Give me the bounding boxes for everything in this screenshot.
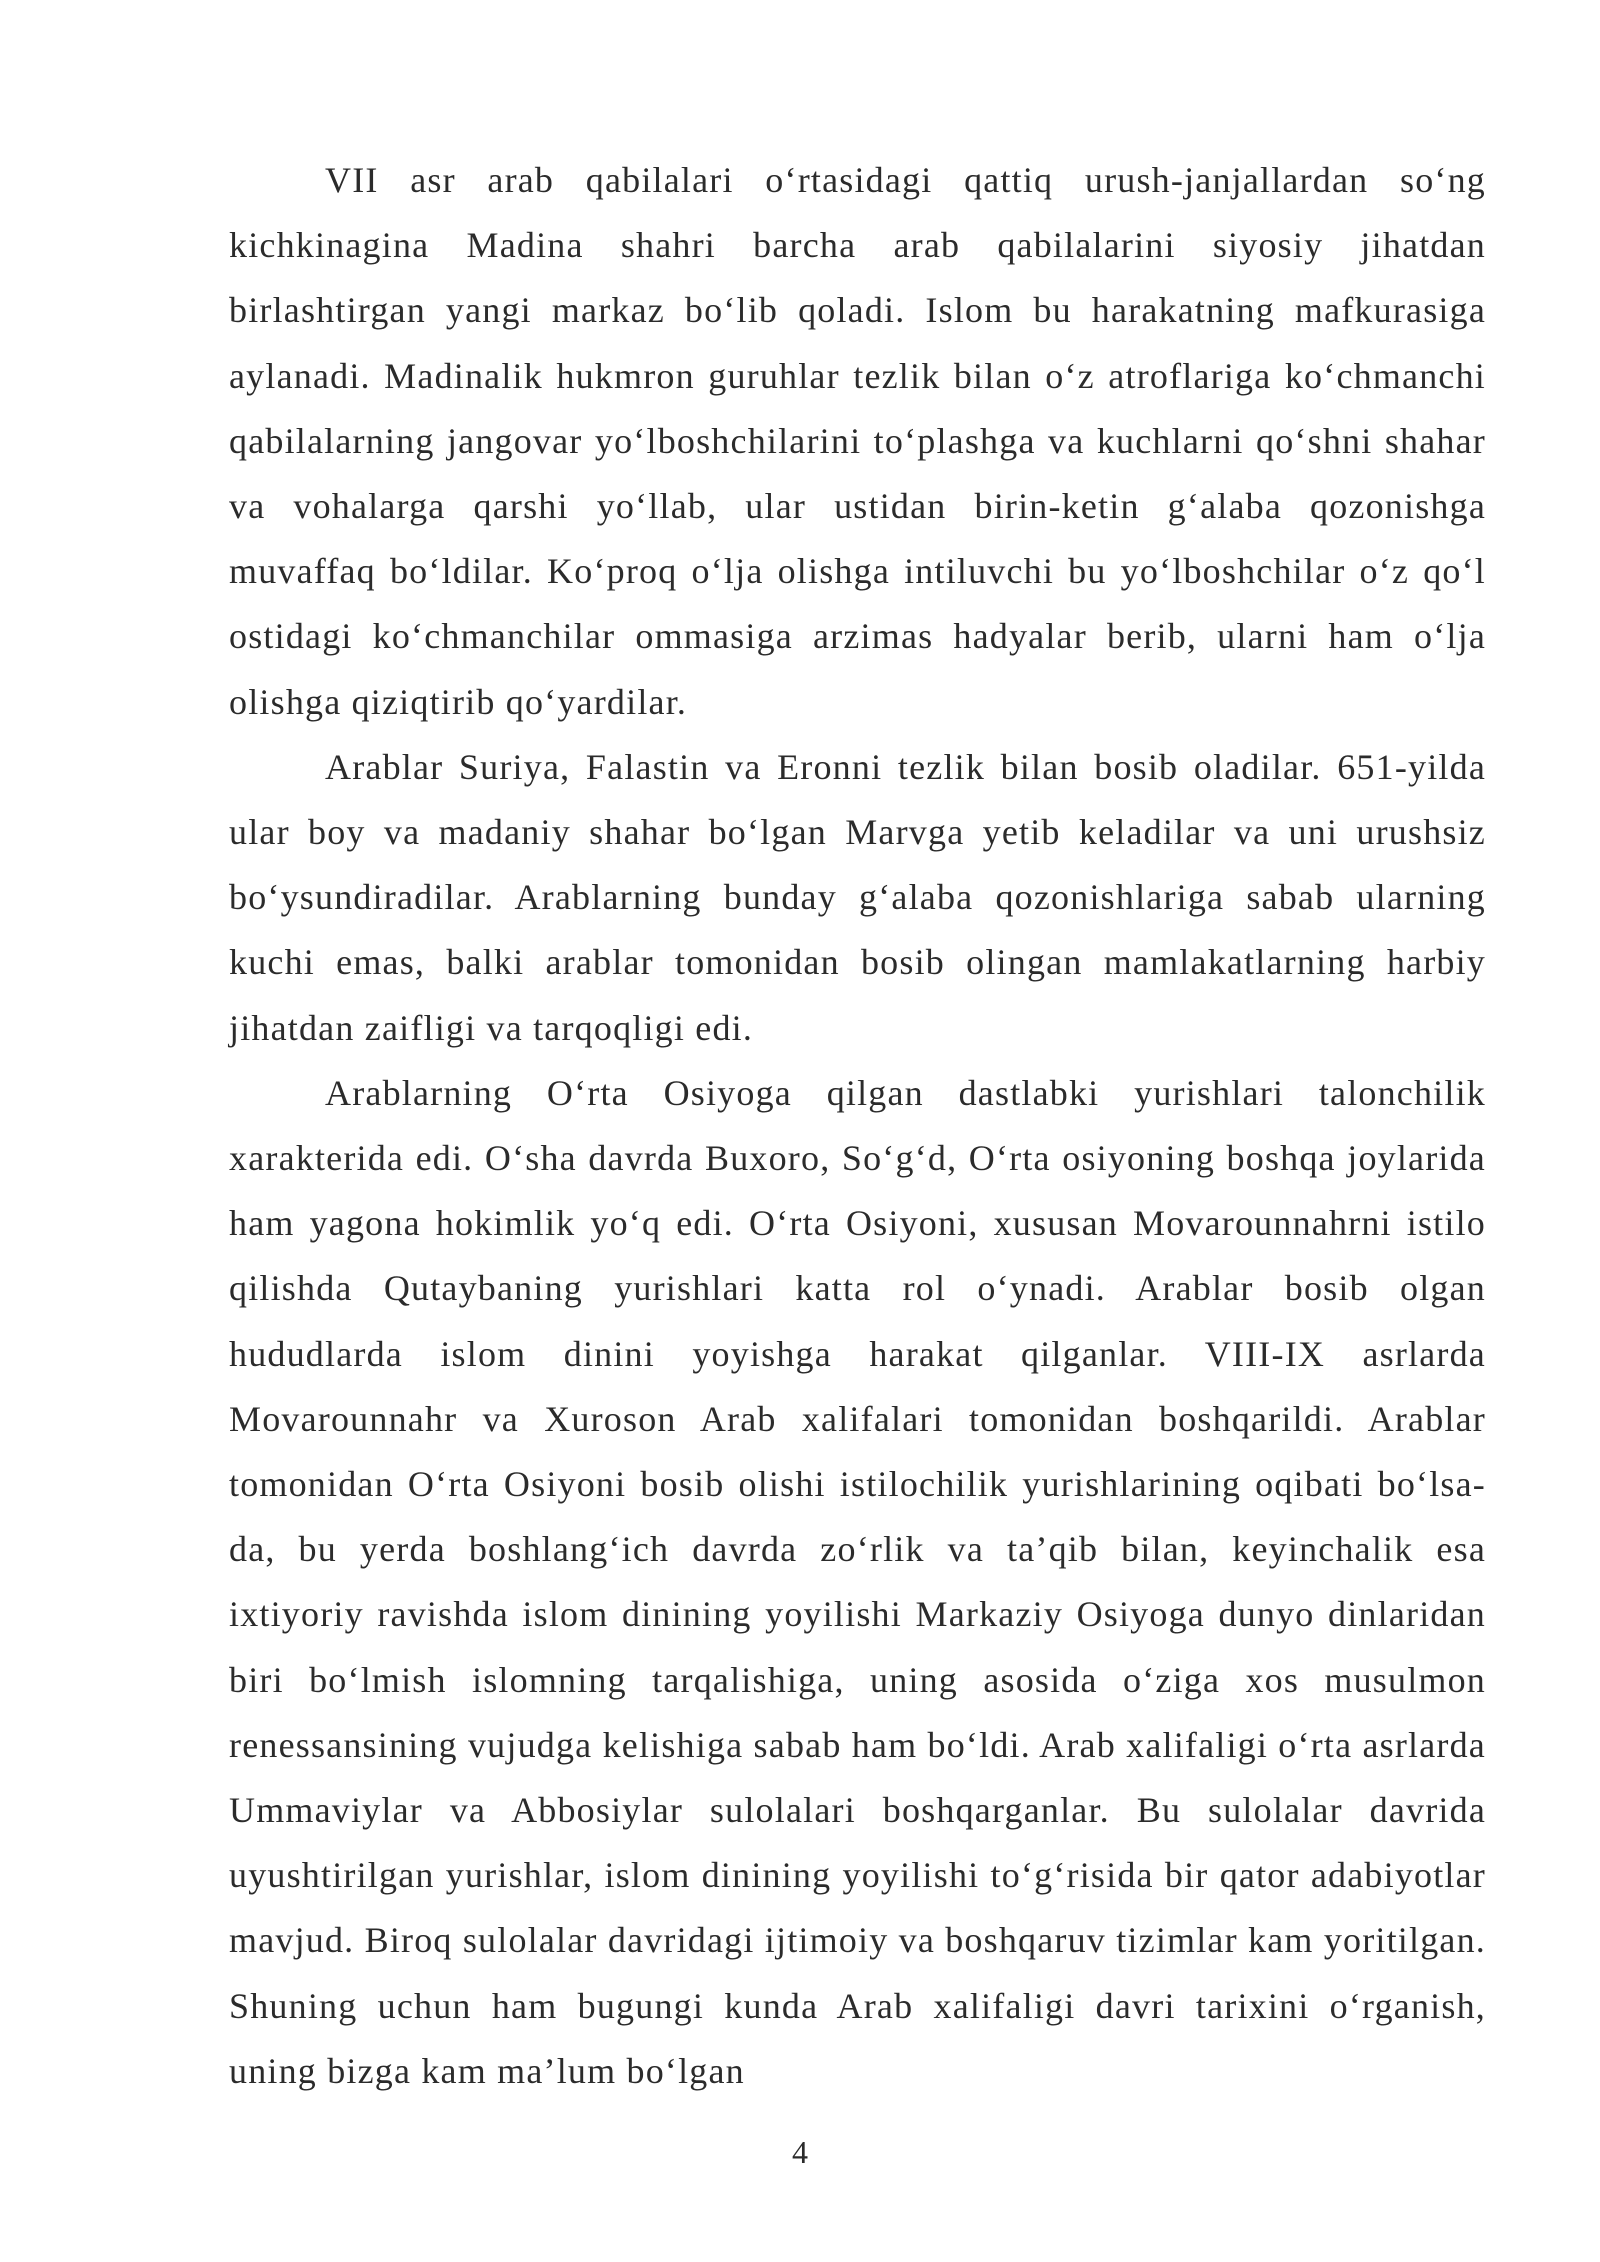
document-body	[229, 148, 1486, 2104]
page-number: 4	[792, 2134, 808, 2170]
paragraph-1: VII asr arab qabilalari o‘rtasidagi qattiq urush-janjallardan so‘ng kichkinagina Madina shahri barcha arab qabilalarini siyosiy jihatdan birlashtirgan yangi markaz bo‘lib qoladi. Islom bu harakatning mafkurasiga aylanadi. Madinalik hukmron guruhlar tezlik bilan o‘z atroflariga ko‘chmanchi qabilalarning jangovar yo‘lboshchilarini to‘plashga va kuchlarni qo‘shni shahar va vohalarga qarshi yo‘llab, ular ustidan birin-ketin g‘alaba qozonishga muvaffaq bo‘ldilar. Ko‘proq o‘lja olishga intiluvchi bu yo‘lboshchilar o‘z qo‘l ostidagi ko‘chmanchilar ommasiga arzimas hadyalar berib, ularni ham o‘lja olishga qiziqtirib qo‘yardilar.	[229, 160, 1486, 722]
paragraph-3: Arablarning O‘rta Osiyoga qilgan dastlabki yurishlari talonchilik xarakterida edi. O‘sha davrda Buxoro, So‘g‘d, O‘rta osiyoning boshqa joylarida ham yagona hokimlik yo‘q edi. O‘rta Osiyoni, xususan Movarounnahrni istilo qilishda Qutaybaning yurishlari katta rol o‘ynadi. Arablar bosib olgan hududlarda islom dinini yoyishga harakat qilganlar. VIII-IX asrlarda Movarounnahr va Xuroson Arab xalifalari tomonidan boshqarildi. Arablar tomonidan O‘rta Osiyoni bosib olishi istilochilik yurishlarining oqibati bo‘lsa-da, bu yerda boshlang‘ich davrda zo‘rlik va ta’qib bilan, keyinchalik esa ixtiyoriy ravishda islom dinining yoyilishi Markaziy Osiyoga dunyo dinlaridan biri bo‘lmish islomning tarqalishiga, uning asosida o‘ziga xos musulmon renessansining vujudga kelishiga sabab ham bo‘ldi. Arab xalifaligi o‘rta asrlarda Ummaviylar va Abbosiylar sulolalari boshqarganlar. Bu sulolalar davrida uyushtirilgan yurishlar, islom dinining yoyilishi to‘g‘risida bir qator adabiyotlar mavjud. Biroq sulolalar davridagi ijtimoiy va boshqaruv tizimlar kam yoritilgan. Shuning uchun ham bugungi kunda Arab xalifaligi davri tarixini o‘rganish, uning bizga kam ma’lum bo‘lgan	[229, 1072, 1486, 2091]
paragraph-2: Arablar Suriya, Falastin va Eronni tezlik bilan bosib oladilar. 651-yilda ular boy va madaniy shahar bo‘lgan Marvga yetib keladilar va uni urushsiz bo‘ysundiradilar. Arablarning bunday g‘alaba qozonishlariga sabab ularning kuchi emas, balki arablar tomonidan bosib olingan mamlakatlarning harbiy jihatdan zaifligi va tarqoqligi edi.	[229, 746, 1486, 1048]
